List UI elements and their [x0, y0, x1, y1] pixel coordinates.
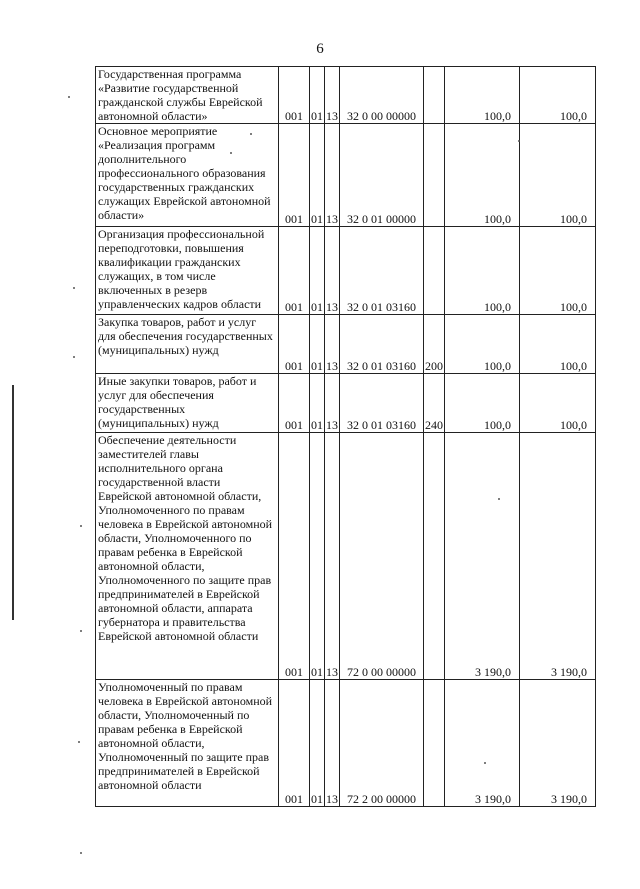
- expense-type-code: [424, 680, 445, 807]
- scan-speck: [80, 525, 82, 527]
- section-code: 01: [310, 227, 325, 315]
- subsection-code: 13: [325, 67, 340, 124]
- row-name: Уполномоченный по правам человека в Еврейской автономной области, Уполномоченный по правам ребенка в Еврейской автономной области, Уполномоченный по защите прав предпринимателей в Еврейской автономной области: [96, 680, 279, 807]
- admin-code: 001: [279, 124, 310, 227]
- table-row: [96, 67, 596, 124]
- admin-code: 001: [279, 433, 310, 680]
- admin-code: 001: [279, 227, 310, 315]
- admin-code: 001: [279, 67, 310, 124]
- amount-year-1: 100,0: [445, 124, 520, 227]
- row-name: Государственная программа «Развитие государственной гражданской службы Еврейской автономной области»: [96, 67, 279, 124]
- amount-year-1: 100,0: [445, 67, 520, 124]
- scan-speck: [73, 287, 75, 289]
- amount-year-2: 100,0: [520, 374, 596, 433]
- subsection-code: 13: [325, 680, 340, 807]
- scan-speck: [484, 762, 486, 764]
- scan-speck: [80, 852, 82, 854]
- admin-code: 001: [279, 374, 310, 433]
- target-article-code: 32 0 00 00000: [340, 67, 424, 124]
- target-article-code: 72 2 00 00000: [340, 680, 424, 807]
- section-code: 01: [310, 374, 325, 433]
- amount-year-2: 3 190,0: [520, 680, 596, 807]
- expense-type-code: [424, 67, 445, 124]
- table-row: [96, 315, 596, 374]
- scan-speck: [80, 630, 82, 632]
- section-code: 01: [310, 680, 325, 807]
- amount-year-2: 100,0: [520, 124, 596, 227]
- scan-speck: [250, 133, 252, 135]
- section-code: 01: [310, 433, 325, 680]
- amount-year-1: 100,0: [445, 227, 520, 315]
- row-name: Обеспечение деятельности заместителей главы исполнительного органа государственной власти Еврейской автономной области, Уполномоченного по правам человека в Еврейской автономной области, Уполномоченного по правам ребенка в Еврейской автономной области, Уполномоченного по защите прав предпринимателей в Еврейской автономной области, аппарата губернатора и правительства Еврейской автономной области: [96, 433, 279, 680]
- table-row: [96, 124, 596, 227]
- admin-code: 001: [279, 680, 310, 807]
- amount-year-1: 3 190,0: [445, 433, 520, 680]
- expense-type-code: [424, 433, 445, 680]
- section-code: 01: [310, 67, 325, 124]
- table-row: [96, 227, 596, 315]
- amount-year-1: 100,0: [445, 315, 520, 374]
- expense-type-code: 200: [424, 315, 445, 374]
- row-name: Закупка товаров, работ и услуг для обеспечения государственных (муниципальных) нужд: [96, 315, 279, 374]
- budget-table: [95, 66, 596, 807]
- target-article-code: 32 0 01 03160: [340, 374, 424, 433]
- amount-year-1: 3 190,0: [445, 680, 520, 807]
- subsection-code: 13: [325, 433, 340, 680]
- margin-binding-line: [12, 385, 14, 620]
- scan-speck: [73, 356, 75, 358]
- scan-speck: [68, 96, 70, 98]
- admin-code: 001: [279, 315, 310, 374]
- row-name: Основное мероприятие «Реализация программ дополнительного профессионального образования государственных гражданских служащих Еврейской автономной области»: [96, 124, 279, 227]
- target-article-code: 32 0 01 03160: [340, 227, 424, 315]
- amount-year-2: 100,0: [520, 227, 596, 315]
- scan-speck: [230, 152, 232, 154]
- subsection-code: 13: [325, 315, 340, 374]
- page-number: 6: [316, 41, 324, 57]
- table-row: [96, 680, 596, 807]
- target-article-code: 72 0 00 00000: [340, 433, 424, 680]
- row-name: Организация профессиональной переподготовки, повышения квалификации гражданских служащих, в том числе включенных в резерв управленческих кадров области: [96, 227, 279, 315]
- amount-year-2: 3 190,0: [520, 433, 596, 680]
- subsection-code: 13: [325, 227, 340, 315]
- expense-type-code: 240: [424, 374, 445, 433]
- expense-type-code: [424, 124, 445, 227]
- section-code: 01: [310, 315, 325, 374]
- scan-speck: [498, 498, 500, 500]
- scan-speck: [518, 140, 520, 142]
- amount-year-2: 100,0: [520, 315, 596, 374]
- expense-type-code: [424, 227, 445, 315]
- row-name: Иные закупки товаров, работ и услуг для обеспечения государственных (муниципальных) нужд: [96, 374, 279, 433]
- target-article-code: 32 0 01 03160: [340, 315, 424, 374]
- target-article-code: 32 0 01 00000: [340, 124, 424, 227]
- table-row: [96, 433, 596, 680]
- subsection-code: 13: [325, 374, 340, 433]
- table-row: [96, 374, 596, 433]
- subsection-code: 13: [325, 124, 340, 227]
- section-code: 01: [310, 124, 325, 227]
- amount-year-2: 100,0: [520, 67, 596, 124]
- scan-speck: [78, 741, 80, 743]
- amount-year-1: 100,0: [445, 374, 520, 433]
